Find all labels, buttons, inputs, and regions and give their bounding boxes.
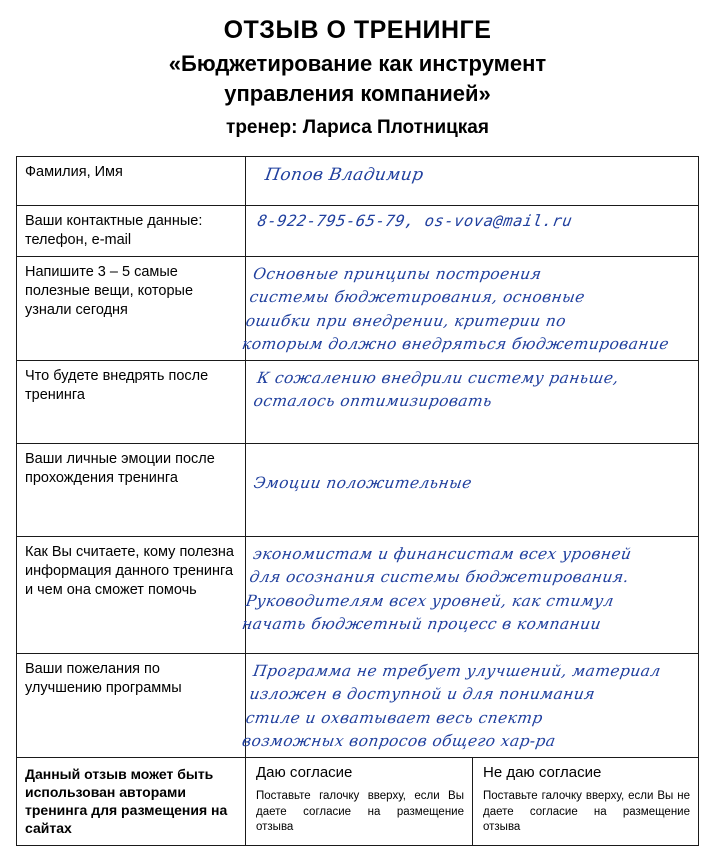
answer-contact[interactable] [246,205,699,256]
title-line-2: «Бюджетирование как инструмент [168,51,547,76]
feedback-form-table [16,156,699,846]
consent-agree-title: Даю согласие [256,763,353,781]
label-consent: Данный отзыв может быть использован авторами тренинга для размещения на сайтах [17,757,246,845]
handwriting-emotions: Эмоции положительные [252,473,474,492]
label-wishes: Ваши пожелания по улучшению программы [17,653,246,757]
label-implement: Что будете внедрять после тренинга [17,360,246,443]
consent-disagree-title: Не даю согласие [483,763,602,781]
table-row-who-needs [17,536,699,653]
table-row-implement [17,360,699,443]
answer-who-needs[interactable] [240,536,699,653]
table-row-contact [17,205,699,256]
consent-agree-subtext: Поставьте галочку вверху, если Вы даете согласие на размещение отзыва [256,790,464,833]
document-header [16,14,699,141]
title-line-1: ОТЗЫВ О ТРЕНИНГЕ [223,16,492,44]
consent-options [246,757,699,845]
handwriting-implement: К сожалению внедрили систему раньше, осталось оптимизировать [252,368,621,410]
label-contact: Ваши контактные данные: телефон, e-mail [17,205,246,256]
table-row-useful-things [17,256,699,360]
handwriting-contact: 8-922-795-65-79, os-vova@mail.ru [256,211,574,230]
answer-wishes[interactable] [240,653,699,757]
trainer-line: тренер: Лариса Плотницкая [226,117,489,139]
table-row-name [17,156,699,205]
label-who-needs: Как Вы считаете, кому полезна информация данного тренинга и чем она сможет помочь [17,536,246,653]
answer-emotions[interactable] [246,443,699,536]
handwriting-useful-things: Основные принципы построения системы бюджетирования, основные ошибки при внедрении, критерии по которым должно внедряться бюджетирование [240,264,671,353]
label-name: Фамилия, Имя [17,156,246,205]
consent-disagree-subtext: Поставьте галочку вверху, если Вы не даете согласие на размещение отзыва [483,790,690,833]
handwriting-wishes: Программа не требует улучшений, материал изложен в доступной и для понимания стиле и охватывает весь спектр возможных вопросов общего хар-ра [240,661,663,750]
answer-useful-things[interactable] [240,256,699,360]
handwriting-who-needs: экономистам и финансистам всех уровней для осознания системы бюджетирования. Руководителям всех уровней, как стимул начать бюджетный процесс в компании [240,544,633,633]
table-row-emotions [17,443,699,536]
table-row-wishes [17,653,699,757]
table-row-consent [17,757,699,845]
label-useful-things: Напишите 3 – 5 самые полезные вещи, которые узнали сегодня [17,256,246,360]
title-line-3: управления компанией» [224,81,491,107]
answer-implement[interactable] [246,360,699,443]
label-emotions: Ваши личные эмоции после прохождения тренинга [17,443,246,536]
answer-name[interactable] [246,156,699,205]
handwriting-name: Попов Владимир [263,164,425,185]
